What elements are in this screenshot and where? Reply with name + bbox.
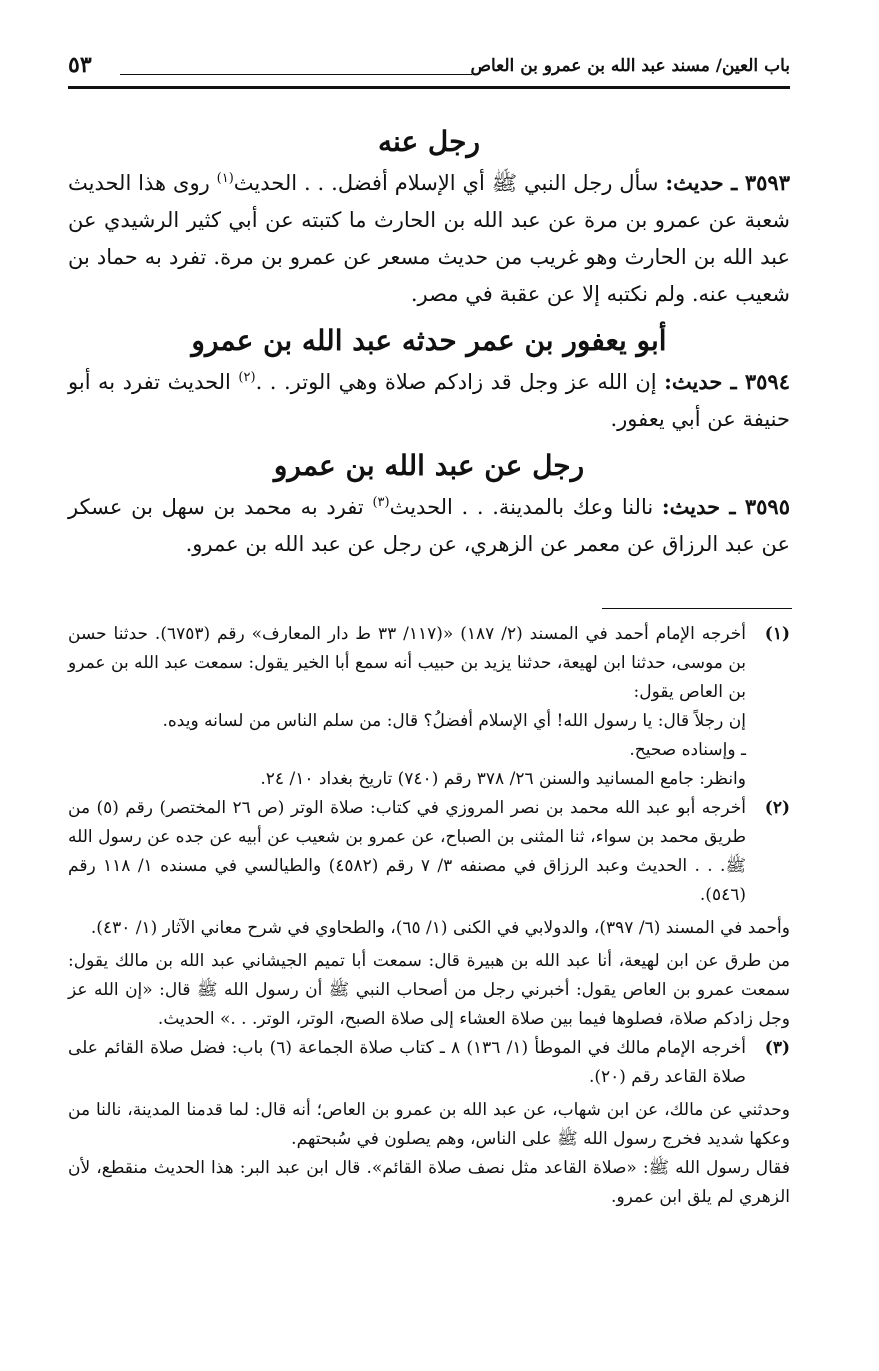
hadith-body: روى هذا الحديث شعبة عن عمرو بن مرة عن عبد الله بن الحارث ما كتبته عن أبي كثير الرشيدي عن عبد الله بن الحارث وهو غريب من حديث مسعر عن عمرو بن مرة. تفرد به حماد بن شعيب عنه. ولم نكتبه إلا عن عقبة في مصر. <box>68 171 790 306</box>
header-rule <box>68 86 790 89</box>
footnote-ref: (٢) <box>238 370 256 385</box>
footnote-paragraph: أخرجه الإمام أحمد في المسند (٢/ ١٨٧) «(١١٧/ ٣٣ ط دار المعارف» رقم (٦٧٥٣). حدثنا حسن بن موسى، حدثنا ابن لهيعة، حدثنا يزيد بن حبيب أنه سمع أبا الخير يقول: سمعت عبد الله بن عمرو بن العاص يقول: <box>68 624 746 702</box>
hadith-text: سأل رجل النبي ﷺ أي الإسلام أفضل. . . الحديث <box>233 171 659 195</box>
footnote-paragraph: إن رجلاً قال: يا رسول الله! أي الإسلام أفضلُ؟ قال: من سلم الناس من لسانه ويده. <box>162 711 746 731</box>
footnote <box>68 1034 790 1092</box>
hadith-entry <box>68 488 790 563</box>
footnote-separator <box>602 608 792 609</box>
footnote-number: (٣) <box>764 1038 790 1058</box>
footnote-ref: (٣) <box>372 495 390 510</box>
section-title: رجل عنه <box>378 125 480 158</box>
header-dash-line <box>120 74 472 75</box>
footnote-paragraph: وانظر: جامع المسانيد والسنن ٢٦/ ٣٧٨ رقم (٧٤٠) تاريخ بغداد ١٠/ ٢٤. <box>260 769 746 789</box>
hadith-label: ٣٥٩٤ ـ حديث: <box>664 369 790 394</box>
footnote-ref: (١) <box>216 171 234 186</box>
footnote-body <box>68 620 746 794</box>
section-title: رجل عن عبد الله بن عمرو <box>273 449 585 482</box>
page-number: ٥٣ <box>68 52 92 78</box>
hadith-text: نالنا وعك بالمدينة. . . الحديث <box>389 495 654 519</box>
footnote-body <box>68 1034 746 1092</box>
hadith-text: إن الله عز وجل قد زادكم صلاة وهي الوتر. . . <box>255 370 657 394</box>
page-header <box>68 52 790 88</box>
footnote-paragraph: أخرجه الإمام مالك في الموطأ (١/ ١٣٦) ٨ ـ كتاب صلاة الجماعة (٦) باب: فضل صلاة القائم على صلاة القاعد رقم (٢٠). <box>68 1038 746 1087</box>
footnote-paragraph: ـ وإسناده صحيح. <box>629 740 746 760</box>
hadith-entry <box>68 363 790 438</box>
hadith-entry <box>68 164 790 313</box>
footnote-paragraph: من طرق عن ابن لهيعة، أنا عبد الله بن هبيرة قال: سمعت أبا تميم الجيشاني عبد الله بن مالك يقول: سمعت عمرو بن العاص يقول: أخبرني رجل من أصحاب النبي ﷺ أن رسول الله ﷺ قال: «إن الله عز وجل زادكم صلاة، فصلوها فيما بين صلاة العشاء إلى صلاة الصبح، الوتر، الوتر. . .» الحديث. <box>68 951 790 1029</box>
footnote-paragraph: أخرجه أبو عبد الله محمد بن نصر المروزي في كتاب: صلاة الوتر (ص ٢٦ المختصر) رقم (٥) من طريق محمد بن سواء، ثنا المثنى بن الصباح، عن عمرو بن شعيب عن أبيه عن جده عن رسول الله ﷺ. . . الحديث وعبد الرزاق في مصنفه ٣/ ٧ رقم (٤٥٨٢) والطيالسي في مسنده ١/ ١١٨ رقم (٥٤٦). <box>68 798 746 905</box>
footnote-paragraph: وحدثني عن مالك، عن ابن شهاب، عن عبد الله بن عمرو بن العاص؛ أنه قال: لما قدمنا المدينة، نالنا من وعكها شديد فخرج رسول الله ﷺ على الناس، وهم يصلون في سُبحتهم. <box>68 1100 790 1149</box>
hadith-label: ٣٥٩٥ ـ حديث: <box>661 494 790 519</box>
footnote-paragraph: وأحمد في المسند (٦/ ٣٩٧)، والدولابي في الكنى (١/ ٦٥)، والطحاوي في شرح معاني الآثار (١/ ٤٣٠). <box>90 918 790 938</box>
footnote-number: (١) <box>764 624 790 644</box>
section-title: أبو يعفور بن عمر حدثه عبد الله بن عمرو <box>191 324 667 357</box>
footnote <box>68 794 790 910</box>
footnote <box>68 620 790 794</box>
footnotes <box>68 620 790 1212</box>
hadith-body: تفرد به محمد بن سهل بن عسكر عن عبد الرزاق عن معمر عن الزهري، عن رجل عن عبد الله بن عمرو. <box>68 495 790 556</box>
footnote-number: (٢) <box>764 798 790 818</box>
footnote-paragraph: فقال رسول الله ﷺ: «صلاة القاعد مثل نصف صلاة القائم». قال ابن عبد البر: هذا الحديث منقطع، لأن الزهري لم يلق ابن عمرو. <box>68 1158 790 1207</box>
hadith-label: ٣٥٩٣ ـ حديث: <box>665 170 790 195</box>
main-text <box>68 120 790 563</box>
hadith-body: الحديث تفرد به أبو حنيفة عن أبي يعفور. <box>68 370 790 431</box>
running-title: باب العين/ مسند عبد الله بن عمرو بن العاص <box>470 56 790 76</box>
footnote-body <box>68 794 746 910</box>
